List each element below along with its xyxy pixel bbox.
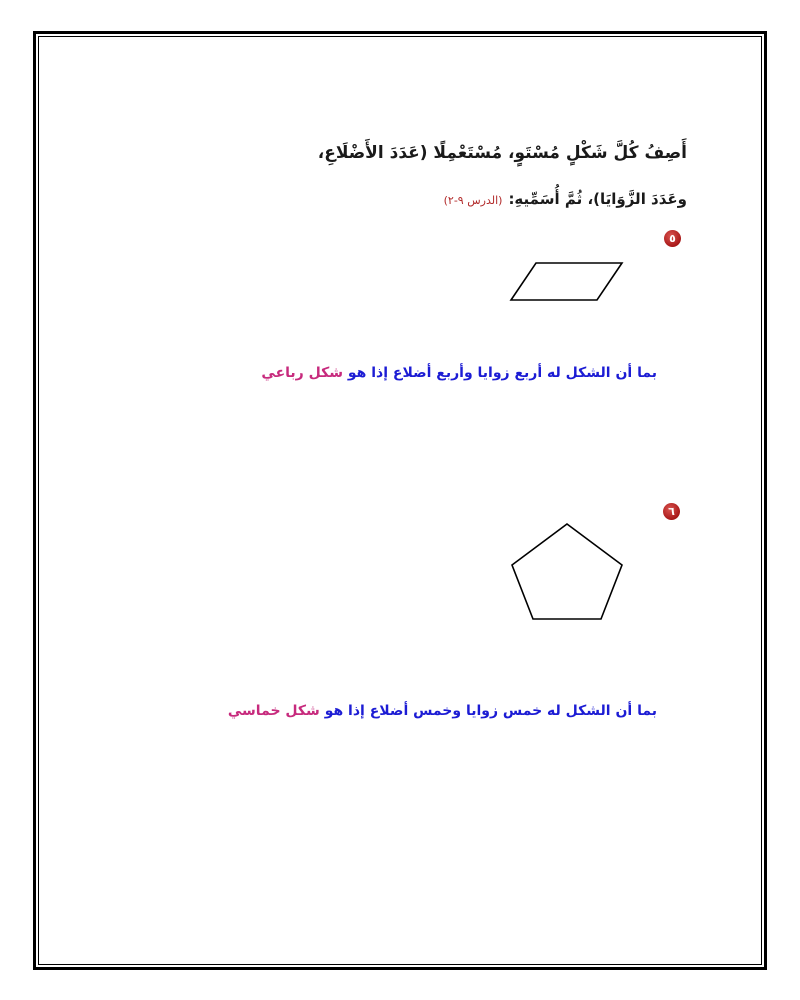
exercise-number-badge: ٦ [663, 503, 680, 520]
instruction-line-1: أَصِفُ كُلَّ شَكْلٍ مُسْتَوٍ، مُسْتَعْمِلًا (عَدَدَ الأَضْلَاعِ، [317, 143, 687, 163]
exercise-number-badge: ٥ [664, 230, 681, 247]
parallelogram-shape [500, 255, 630, 307]
answer-exercise-5 [97, 365, 657, 381]
shape-name: شكل رباعي [261, 365, 343, 381]
instruction-line-2 [87, 190, 687, 208]
instruction-text: وعَدَدَ الزَّوَايَا)، ثُمَّ أُسَمِّيهِ: [508, 190, 687, 208]
pentagon-shape [505, 518, 630, 626]
answer-text: بما أن الشكل له خمس زوايا وخمس أضلاع إذا هو [324, 703, 657, 719]
lesson-reference: (الدرس ٩-٢) [443, 194, 503, 207]
page-border-inner [38, 36, 762, 965]
shape-name: شكل خماسي [227, 703, 320, 719]
answer-exercise-6 [97, 703, 657, 719]
answer-text: بما أن الشكل له أربع زوايا وأربع أضلاع إذا هو [347, 365, 657, 381]
